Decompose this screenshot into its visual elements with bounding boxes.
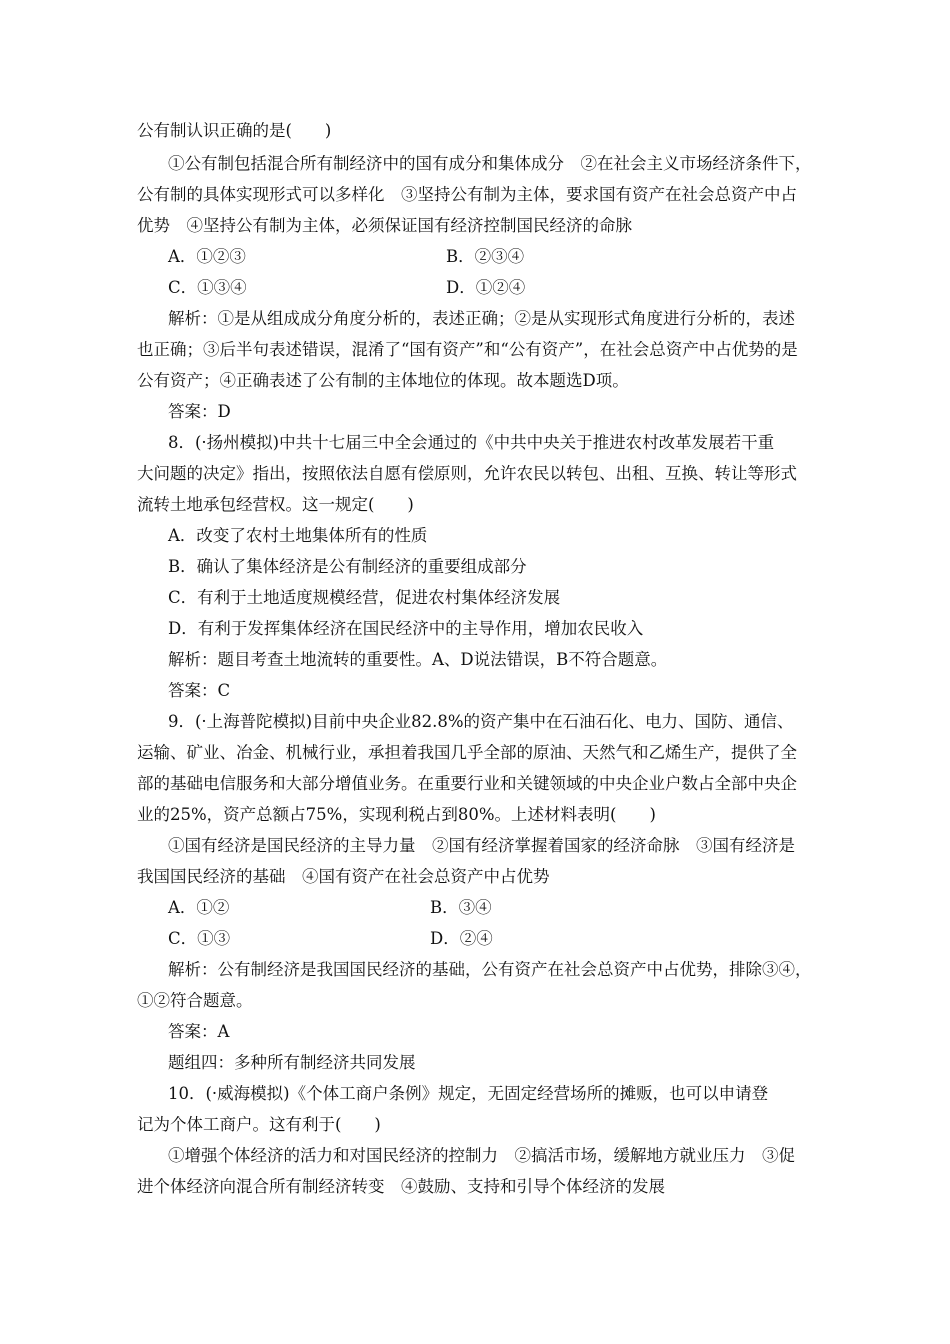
q7-statement-line: 公有制的具体实现形式可以多样化 ③坚持公有制为主体，要求国有资产在社会总资产中占 [137,185,797,204]
group-heading: 题组四：多种所有制经济共同发展 [168,1053,416,1072]
q7-answer: 答案：D [168,402,231,421]
q9-stem-line: 业的25%，资产总额占75%，实现利税占到80%。上述材料表明( ) [137,805,656,824]
q9-stem-line: 9．(·上海普陀模拟)目前中央企业82.8%的资产集中在石油石化、电力、国防、通信、 [168,712,794,731]
q7-stem-end: 公有制认识正确的是( ) [137,121,332,140]
q8-option-a: A．改变了农村土地集体所有的性质 [168,526,428,545]
q10-stem-line: 10．(·威海模拟)《个体工商户条例》规定，无固定经营场所的摊贩，也可以申请登 [168,1084,769,1103]
q7-option-b: B．②③④ [446,247,525,266]
q7-option-a: A．①②③ [168,247,246,266]
q8-option-c: C．有利于土地适度规模经营，促进农村集体经济发展 [168,588,561,607]
q7-option-d: D．①②④ [446,278,526,297]
q7-analysis-line: 也正确；③后半句表述错误，混淆了“国有资产”和“公有资产”，在社会总资产中占优势的是 [137,340,798,359]
q8-stem-line: 8．(·扬州模拟)中共十七届三中全会通过的《中共中央关于推进农村改革发展若干重 [168,433,775,452]
q8-stem-line: 大问题的决定》指出，按照依法自愿有偿原则，允许农民以转包、出租、互换、转让等形式 [137,464,797,483]
q8-option-d: D．有利于发挥集体经济在国民经济中的主导作用，增加农民收入 [168,619,644,638]
q7-analysis-line: 公有资产；④正确表述了公有制的主体地位的体现。故本题选D项。 [137,371,629,390]
q9-answer: 答案：A [168,1022,230,1041]
q9-statement-line: 我国国民经济的基础 ④国有资产在社会总资产中占优势 [137,867,550,886]
q7-analysis-line: 解析：①是从组成成分角度分析的，表述正确；②是从实现形式角度进行分析的，表述 [168,309,795,328]
q7-option-c: C．①③④ [168,278,247,297]
q8-stem-line: 流转土地承包经营权。这一规定( ) [137,495,414,514]
q9-stem-line: 运输、矿业、冶金、机械行业，承担着我国几乎全部的原油、天然气和乙烯生产，提供了全 [137,743,797,762]
q10-statement-line: 进个体经济向混合所有制经济转变 ④鼓励、支持和引导个体经济的发展 [137,1177,665,1196]
q9-stem-line: 部的基础电信服务和大部分增值业务。在重要行业和关键领域的中央企业户数占全部中央企 [137,774,797,793]
q9-option-b: B．③④ [430,898,492,917]
q9-analysis-line: 解析：公有制经济是我国国民经济的基础，公有资产在社会总资产中占优势，排除③④， [168,960,812,979]
q7-statement-line: 优势 ④坚持公有制为主体，必须保证国有经济控制国民经济的命脉 [137,216,632,235]
q10-stem-line: 记为个体工商户。这有利于( ) [137,1115,381,1134]
q8-answer: 答案：C [168,681,231,700]
q10-statement-line: ①增强个体经济的活力和对国民经济的控制力 ②搞活市场，缓解地方就业压力 ③促 [168,1146,795,1165]
q9-option-c: C．①③ [168,929,231,948]
q9-statement-line: ①国有经济是国民经济的主导力量 ②国有经济掌握着国家的经济命脉 ③国有经济是 [168,836,795,855]
q9-option-d: D．②④ [430,929,493,948]
q8-option-b: B．确认了集体经济是公有制经济的重要组成部分 [168,557,527,576]
q8-analysis: 解析：题目考查土地流转的重要性。A、D说法错误，B不符合题意。 [168,650,668,669]
q9-option-a: A．①② [168,898,230,917]
q7-statement-line: ①公有制包括混合所有制经济中的国有成分和集体成分 ②在社会主义市场经济条件下， [168,154,812,173]
q9-analysis-line: ①②符合题意。 [137,991,253,1010]
